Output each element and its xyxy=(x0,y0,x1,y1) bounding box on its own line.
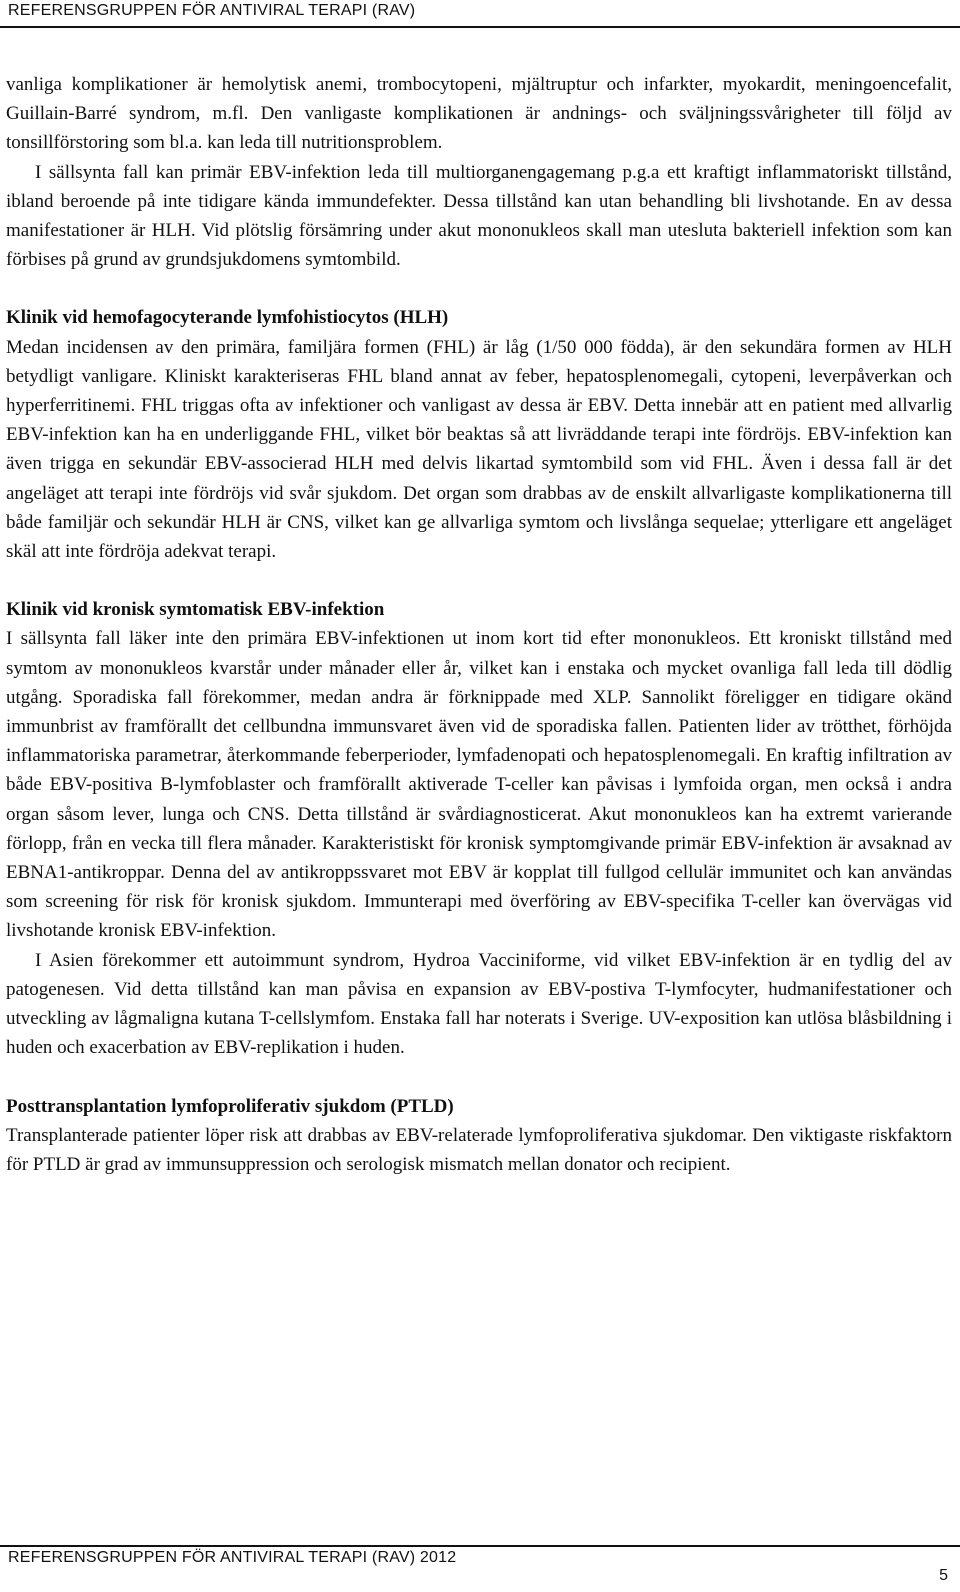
document-body xyxy=(6,70,952,1179)
chronic-paragraph-asia: I Asien förekommer ett autoimmunt syndrom, Hydroa Vacciniforme, vid vilket EBV-infektion är en tydlig del av patogenesen. Vid detta tillstånd kan man påvisa en expansion av EBV-postiva T-lymfocyter, hudmanifestationer och utveckling av lågmaligna kutana T-cellslymfom. Enstaka fall har noterats i Sverige. UV-exposition kan utlösa blåsbildning i huden och exacerbation av EBV-replikation i huden. xyxy=(6,949,952,1059)
chronic-paragraph-main: I sällsynta fall läker inte den primära EBV-infektionen ut inom kort tid efter mononukleos. Ett kroniskt tillstånd med symtom av mononukleos kvarstår under månader eller år, vilket kan i enstaka och mycket ovanliga fall leda till dödlig utgång. Sporadiska fall förekommer, medan andra är förknippade med XLP. Sannolikt föreligger en tidigare okänd immunbrist av framförallt det cellbundna immunsvaret även vid de sporadiska fallen. Patienten lider av trötthet, förhöjda inflammatoriska parametrar, återkommande feberperioder, lymfadenopati och hepatosplenomegali. En kraftig infiltration av både EBV-positiva B-lymfoblaster och framförallt aktiverade T-celler kan påvisas i lymfoida organ, men också i andra organ såsom lever, lunga och CNS. Detta tillstånd är svårdiagnosticerat. Akut mononukleos kan ha extremt varierande förlopp, från en vecka till flera månader. Karakteristiskt för kronisk symptomgivande primär EBV-infektion är avsaknad av EBNA1-antikroppar. Denna del av antikroppssvaret mot EBV är kopplat till fullgod cellulär immunitet och kan användas som screening för risk för kronisk sjukdom. Immunterapi med överföring av EBV-specifika T-celler kan övervägas vid livshotande kronisk EBV-infektion. xyxy=(6,628,952,942)
footer-divider xyxy=(0,1545,960,1547)
intro-paragraph-multiorgan: I sällsynta fall kan primär EBV-infektion leda till multiorganengagemang p.g.a ett kraftigt inflammatoriskt tillstånd, ibland beroende på inte tidigare kända immundefekter. Dessa tillstånd kan utan behandling bli livshotande. En av dessa manifestationer är HLH. Vid plötslig försämring under akut mononukleos skall man utesluta bakteriell infektion som kan förbises på grund av grundsjukdomens symtombild. xyxy=(6,161,952,271)
section-heading-chronic-ebv: Klinik vid kronisk symtomatisk EBV-infektion xyxy=(6,599,385,621)
running-header-title: REFERENSGRUPPEN FÖR ANTIVIRAL TERAPI (RAV) xyxy=(8,2,416,19)
section-ptld xyxy=(6,1092,952,1180)
running-header xyxy=(0,0,960,28)
intro-paragraph-complications: vanliga komplikationer är hemolytisk anemi, trombocytopeni, mjältruptur och infarkter, myokardit, meningoencefalit, Guillain-Barré syndrom, m.fl. Den vanligaste komplikationen är andnings- och sväljningssvårigheter till följd av tonsillförstoring som bl.a. kan leda till nutritionsproblem. xyxy=(6,74,952,154)
hlh-paragraph: Medan incidensen av den primära, familjära formen (FHL) är låg (1/50 000 födda), är den sekundära formen av HLH betydligt vanligare. Kliniskt karakteriseras FHL bland annat av feber, hepatosplenomegali, cytopeni, leverpåverkan och hyperferritinemi. FHL triggas ofta av infektioner och vanligast av dessa är EBV. Detta innebär att en patient med allvarlig EBV-infektion kan ha en underliggande FHL, vilket bör beaktas så att livräddande terapi inte fördröjs. EBV-infektion kan även trigga en sekundär EBV-associerad HLH med delvis likartad symtombild som vid FHL. Även i dessa fall är det angeläget att terapi inte fördröjs vid svår sjukdom. Det organ som drabbas av de enskilt allvarligaste komplikationerna till både familjär och sekundär HLH är CNS, vilket kan ge allvarliga symtom och livslånga sequelae; ytterligare ett angeläget skäl att inte fördröja adekvat terapi. xyxy=(6,336,952,563)
section-chronic-ebv xyxy=(6,595,952,1062)
section-hlh xyxy=(6,303,952,566)
section-heading-hlh: Klinik vid hemofagocyterande lymfohistiocytos (HLH) xyxy=(6,307,449,329)
running-footer-title: REFERENSGRUPPEN FÖR ANTIVIRAL TERAPI (RAV) 2012 xyxy=(8,1549,457,1566)
header-divider xyxy=(0,26,960,28)
page-number: 5 xyxy=(939,1567,948,1584)
section-heading-ptld: Posttransplantation lymfoproliferativ sjukdom (PTLD) xyxy=(6,1095,454,1117)
ptld-paragraph: Transplanterade patienter löper risk att drabbas av EBV-relaterade lymfoproliferativa sjukdomar. Den viktigaste riskfaktorn för PTLD är grad av immunsuppression och serologisk mismatch mellan donator och recipient. xyxy=(6,1124,952,1175)
running-footer xyxy=(0,1545,960,1592)
